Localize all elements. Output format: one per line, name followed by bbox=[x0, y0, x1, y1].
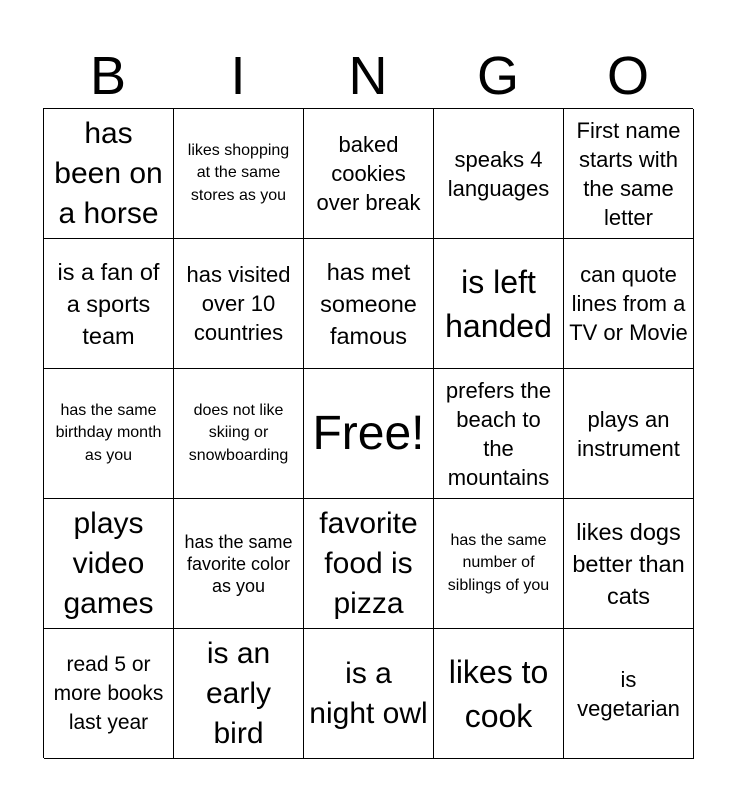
free-space-cell[interactable] bbox=[304, 369, 434, 499]
cell-text: has the same favorite color as you bbox=[184, 531, 293, 596]
cell-text: likes to cook bbox=[448, 653, 549, 734]
bingo-header bbox=[43, 44, 693, 108]
cell-text: has visited over 10 countries bbox=[186, 262, 291, 345]
bingo-cell[interactable] bbox=[304, 629, 434, 759]
bingo-cell[interactable] bbox=[304, 499, 434, 629]
cell-text: read 5 or more books last year bbox=[53, 653, 164, 734]
free-space-text: Free! bbox=[312, 406, 425, 460]
bingo-cell[interactable] bbox=[44, 629, 174, 759]
bingo-cell[interactable] bbox=[434, 369, 564, 499]
bingo-cell[interactable] bbox=[44, 369, 174, 499]
bingo-cell[interactable] bbox=[434, 629, 564, 759]
cell-text: likes shopping at the same stores as you bbox=[187, 141, 290, 204]
header-letter-g: G bbox=[476, 46, 519, 106]
bingo-cell[interactable] bbox=[174, 239, 304, 369]
cell-text: is an early bird bbox=[205, 636, 272, 750]
bingo-cell[interactable] bbox=[304, 239, 434, 369]
bingo-cell[interactable] bbox=[564, 369, 694, 499]
cell-text: is a night owl bbox=[309, 656, 428, 730]
bingo-cell[interactable] bbox=[174, 109, 304, 239]
bingo-cell[interactable] bbox=[174, 499, 304, 629]
cell-text: can quote lines from a TV or Movie bbox=[569, 262, 688, 345]
cell-text: First name starts with the same letter bbox=[576, 117, 681, 230]
cell-text: is a fan of a sports team bbox=[57, 258, 160, 349]
cell-text: prefers the beach to the mountains bbox=[445, 377, 552, 490]
cell-text: is left handed bbox=[445, 263, 552, 344]
bingo-cell[interactable] bbox=[434, 239, 564, 369]
cell-text: does not like skiing or snowboarding bbox=[188, 401, 289, 464]
bingo-cell[interactable] bbox=[304, 109, 434, 239]
cell-text: has the same number of siblings of you bbox=[447, 531, 550, 594]
header-letter-b: B bbox=[89, 46, 127, 106]
cell-text: plays an instrument bbox=[577, 406, 680, 461]
header-letter-o: O bbox=[606, 46, 649, 106]
cell-text: has the same birthday month as you bbox=[55, 401, 162, 464]
header-letter-n: N bbox=[348, 46, 388, 106]
cell-text: likes dogs better than cats bbox=[572, 518, 685, 609]
cell-text: is vegetarian bbox=[577, 666, 680, 721]
cell-text: speaks 4 languages bbox=[447, 146, 550, 201]
bingo-cell[interactable] bbox=[44, 499, 174, 629]
cell-text: baked cookies over break bbox=[316, 132, 421, 215]
header-letter-i: I bbox=[230, 46, 246, 106]
bingo-cell[interactable] bbox=[44, 109, 174, 239]
bingo-cell[interactable] bbox=[434, 499, 564, 629]
bingo-cell[interactable] bbox=[564, 239, 694, 369]
bingo-cell[interactable] bbox=[564, 499, 694, 629]
bingo-cell[interactable] bbox=[434, 109, 564, 239]
cell-text: has been on a horse bbox=[54, 116, 163, 230]
bingo-cell[interactable] bbox=[564, 629, 694, 759]
cell-text: has met someone famous bbox=[320, 258, 417, 349]
cell-text: plays video games bbox=[63, 506, 154, 620]
bingo-cell[interactable] bbox=[564, 109, 694, 239]
bingo-card bbox=[43, 108, 693, 758]
bingo-cell[interactable] bbox=[174, 369, 304, 499]
cell-text: favorite food is pizza bbox=[319, 506, 418, 620]
bingo-cell[interactable] bbox=[174, 629, 304, 759]
bingo-cell[interactable] bbox=[44, 239, 174, 369]
